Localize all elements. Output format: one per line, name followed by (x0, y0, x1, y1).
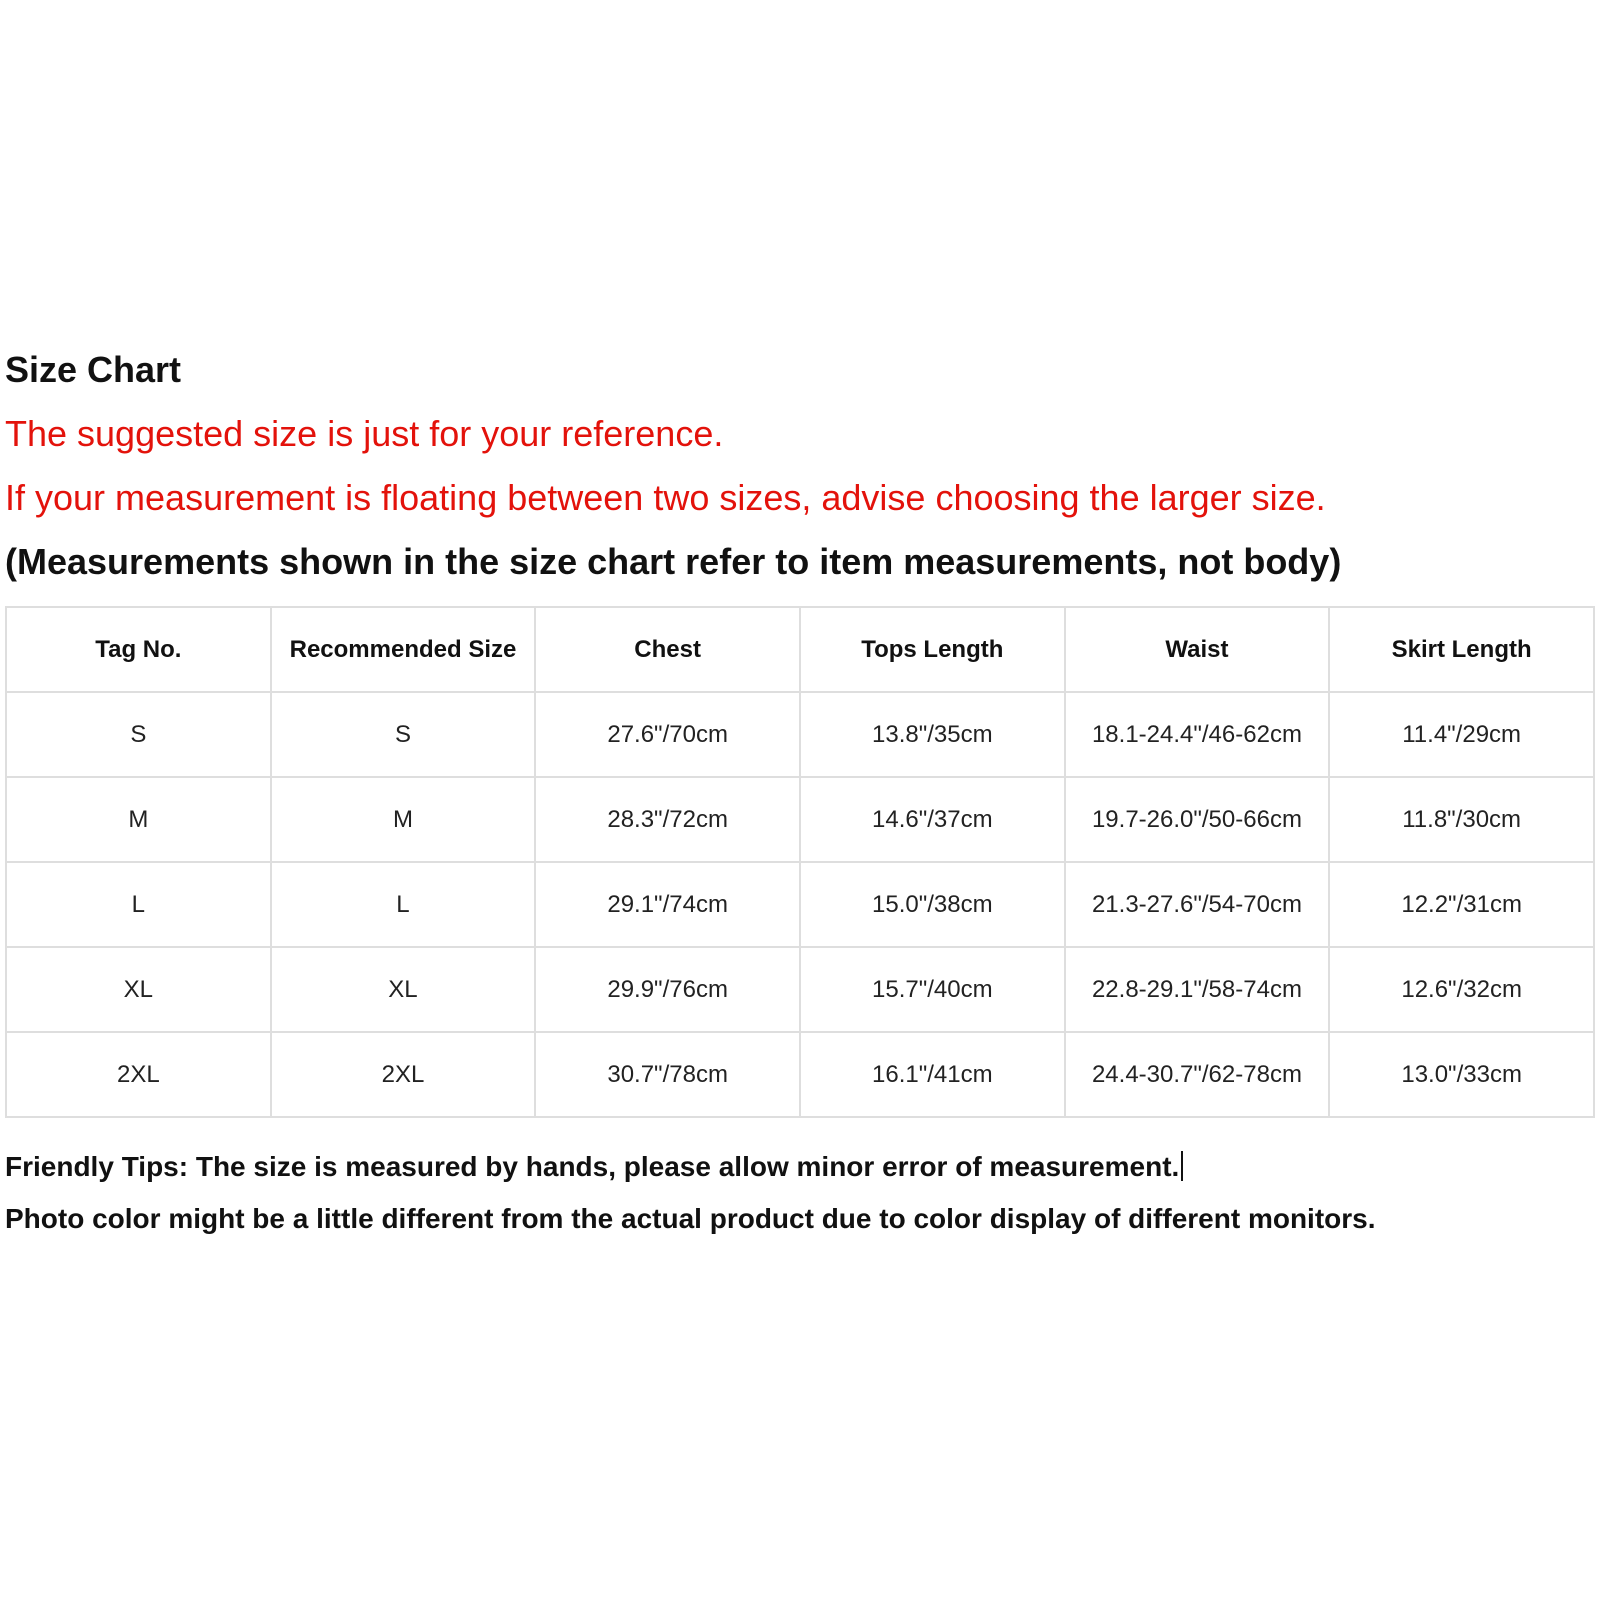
table-cell: 24.4-30.7"/62-78cm (1065, 1032, 1330, 1117)
table-row (6, 777, 1594, 862)
table-cell: XL (271, 947, 536, 1032)
header-waist: Waist (1065, 607, 1330, 692)
friendly-tip (5, 1150, 1595, 1184)
table-cell: 29.9"/76cm (535, 947, 800, 1032)
table-header-row (6, 607, 1594, 692)
table-cell: 11.4"/29cm (1329, 692, 1594, 777)
table-cell: 15.0"/38cm (800, 862, 1065, 947)
table-cell: 12.2"/31cm (1329, 862, 1594, 947)
table-cell: 28.3"/72cm (535, 777, 800, 862)
table-cell: 18.1-24.4"/46-62cm (1065, 692, 1330, 777)
table-cell: 14.6"/37cm (800, 777, 1065, 862)
header-tops-length: Tops Length (800, 607, 1065, 692)
header-recommended-size: Recommended Size (271, 607, 536, 692)
table-cell: M (6, 777, 271, 862)
table-row (6, 1032, 1594, 1117)
table-row (6, 692, 1594, 777)
table-cell: 16.1"/41cm (800, 1032, 1065, 1117)
table-cell: 27.6"/70cm (535, 692, 800, 777)
table-cell: 13.8"/35cm (800, 692, 1065, 777)
table-cell: 2XL (271, 1032, 536, 1117)
table-cell: L (6, 862, 271, 947)
reference-note: The suggested size is just for your reference. (5, 413, 724, 454)
table-cell: S (271, 692, 536, 777)
table-cell: 29.1"/74cm (535, 862, 800, 947)
size-chart-document (5, 348, 1595, 1236)
table-cell: 15.7"/40cm (800, 947, 1065, 1032)
table-cell: 2XL (6, 1032, 271, 1117)
friendly-tip-text: Friendly Tips: The size is measured by hands, please allow minor error of measurement. (5, 1151, 1180, 1182)
table-cell: 30.7"/78cm (535, 1032, 800, 1117)
photo-color-tip: Photo color might be a little different from the actual product due to color display of different monitors. (5, 1203, 1376, 1234)
text-cursor (1181, 1151, 1183, 1181)
table-cell: 21.3-27.6"/54-70cm (1065, 862, 1330, 947)
table-cell: L (271, 862, 536, 947)
table-cell: 19.7-26.0"/50-66cm (1065, 777, 1330, 862)
table-row (6, 947, 1594, 1032)
table-cell: M (271, 777, 536, 862)
table-cell: XL (6, 947, 271, 1032)
header-chest: Chest (535, 607, 800, 692)
header-skirt-length: Skirt Length (1329, 607, 1594, 692)
table-cell: 11.8"/30cm (1329, 777, 1594, 862)
table-row (6, 862, 1594, 947)
size-table (5, 606, 1595, 1118)
table-cell: 22.8-29.1"/58-74cm (1065, 947, 1330, 1032)
page-title: Size Chart (5, 349, 182, 390)
table-cell: S (6, 692, 271, 777)
measurement-note: (Measurements shown in the size chart refer to item measurements, not body) (5, 541, 1342, 582)
header-tag-no: Tag No. (6, 607, 271, 692)
table-cell: 12.6"/32cm (1329, 947, 1594, 1032)
size-advice-note: If your measurement is floating between two sizes, advise choosing the larger size. (5, 477, 1326, 518)
table-cell: 13.0"/33cm (1329, 1032, 1594, 1117)
